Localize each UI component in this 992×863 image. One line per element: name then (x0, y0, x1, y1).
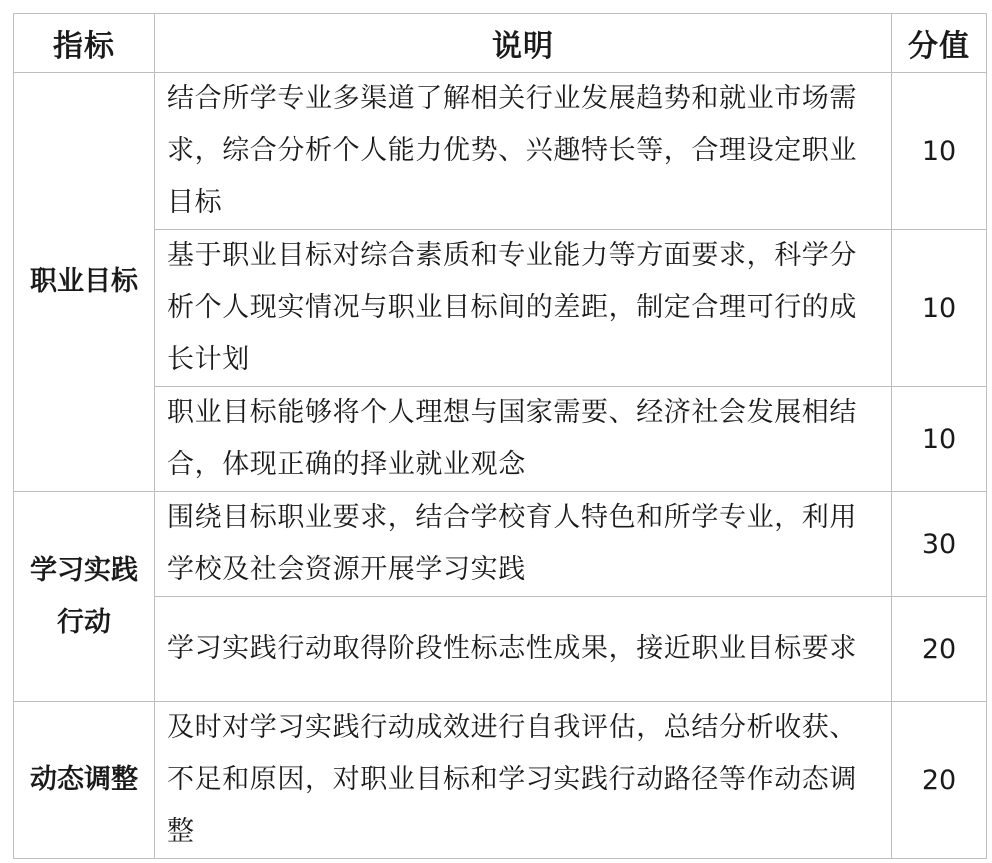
header-score: 分值 (892, 14, 987, 73)
score-cell: 10 (892, 230, 987, 387)
table-row (14, 492, 987, 597)
table-row (14, 230, 987, 387)
metric-cell-learning-practice: 学习实践行动 (14, 492, 155, 702)
score-cell: 20 (892, 597, 987, 702)
score-cell: 20 (892, 702, 987, 859)
header-metric: 指标 (14, 14, 155, 73)
table-row (14, 73, 987, 230)
description-cell: 围绕目标职业要求，结合学校育人特色和所学专业，利用学校及社会资源开展学习实践 (155, 492, 892, 597)
score-cell: 10 (892, 387, 987, 492)
metric-cell-career-goal: 职业目标 (14, 73, 155, 492)
table-row (14, 702, 987, 859)
table-row (14, 597, 987, 702)
score-cell: 30 (892, 492, 987, 597)
description-cell: 基于职业目标对综合素质和专业能力等方面要求，科学分析个人现实情况与职业目标间的差距，制定合理可行的成长计划 (155, 230, 892, 387)
description-cell: 结合所学专业多渠道了解相关行业发展趋势和就业市场需求，综合分析个人能力优势、兴趣特长等，合理设定职业目标 (155, 73, 892, 230)
description-cell: 及时对学习实践行动成效进行自我评估，总结分析收获、不足和原因，对职业目标和学习实践行动路径等作动态调整 (155, 702, 892, 859)
description-cell: 职业目标能够将个人理想与国家需要、经济社会发展相结合，体现正确的择业就业观念 (155, 387, 892, 492)
scoring-table (13, 13, 987, 859)
header-description: 说明 (155, 14, 892, 73)
metric-cell-dynamic-adjustment: 动态调整 (14, 702, 155, 859)
description-cell: 学习实践行动取得阶段性标志性成果，接近职业目标要求 (155, 597, 892, 702)
score-cell: 10 (892, 73, 987, 230)
header-row (14, 14, 987, 73)
table-row (14, 387, 987, 492)
